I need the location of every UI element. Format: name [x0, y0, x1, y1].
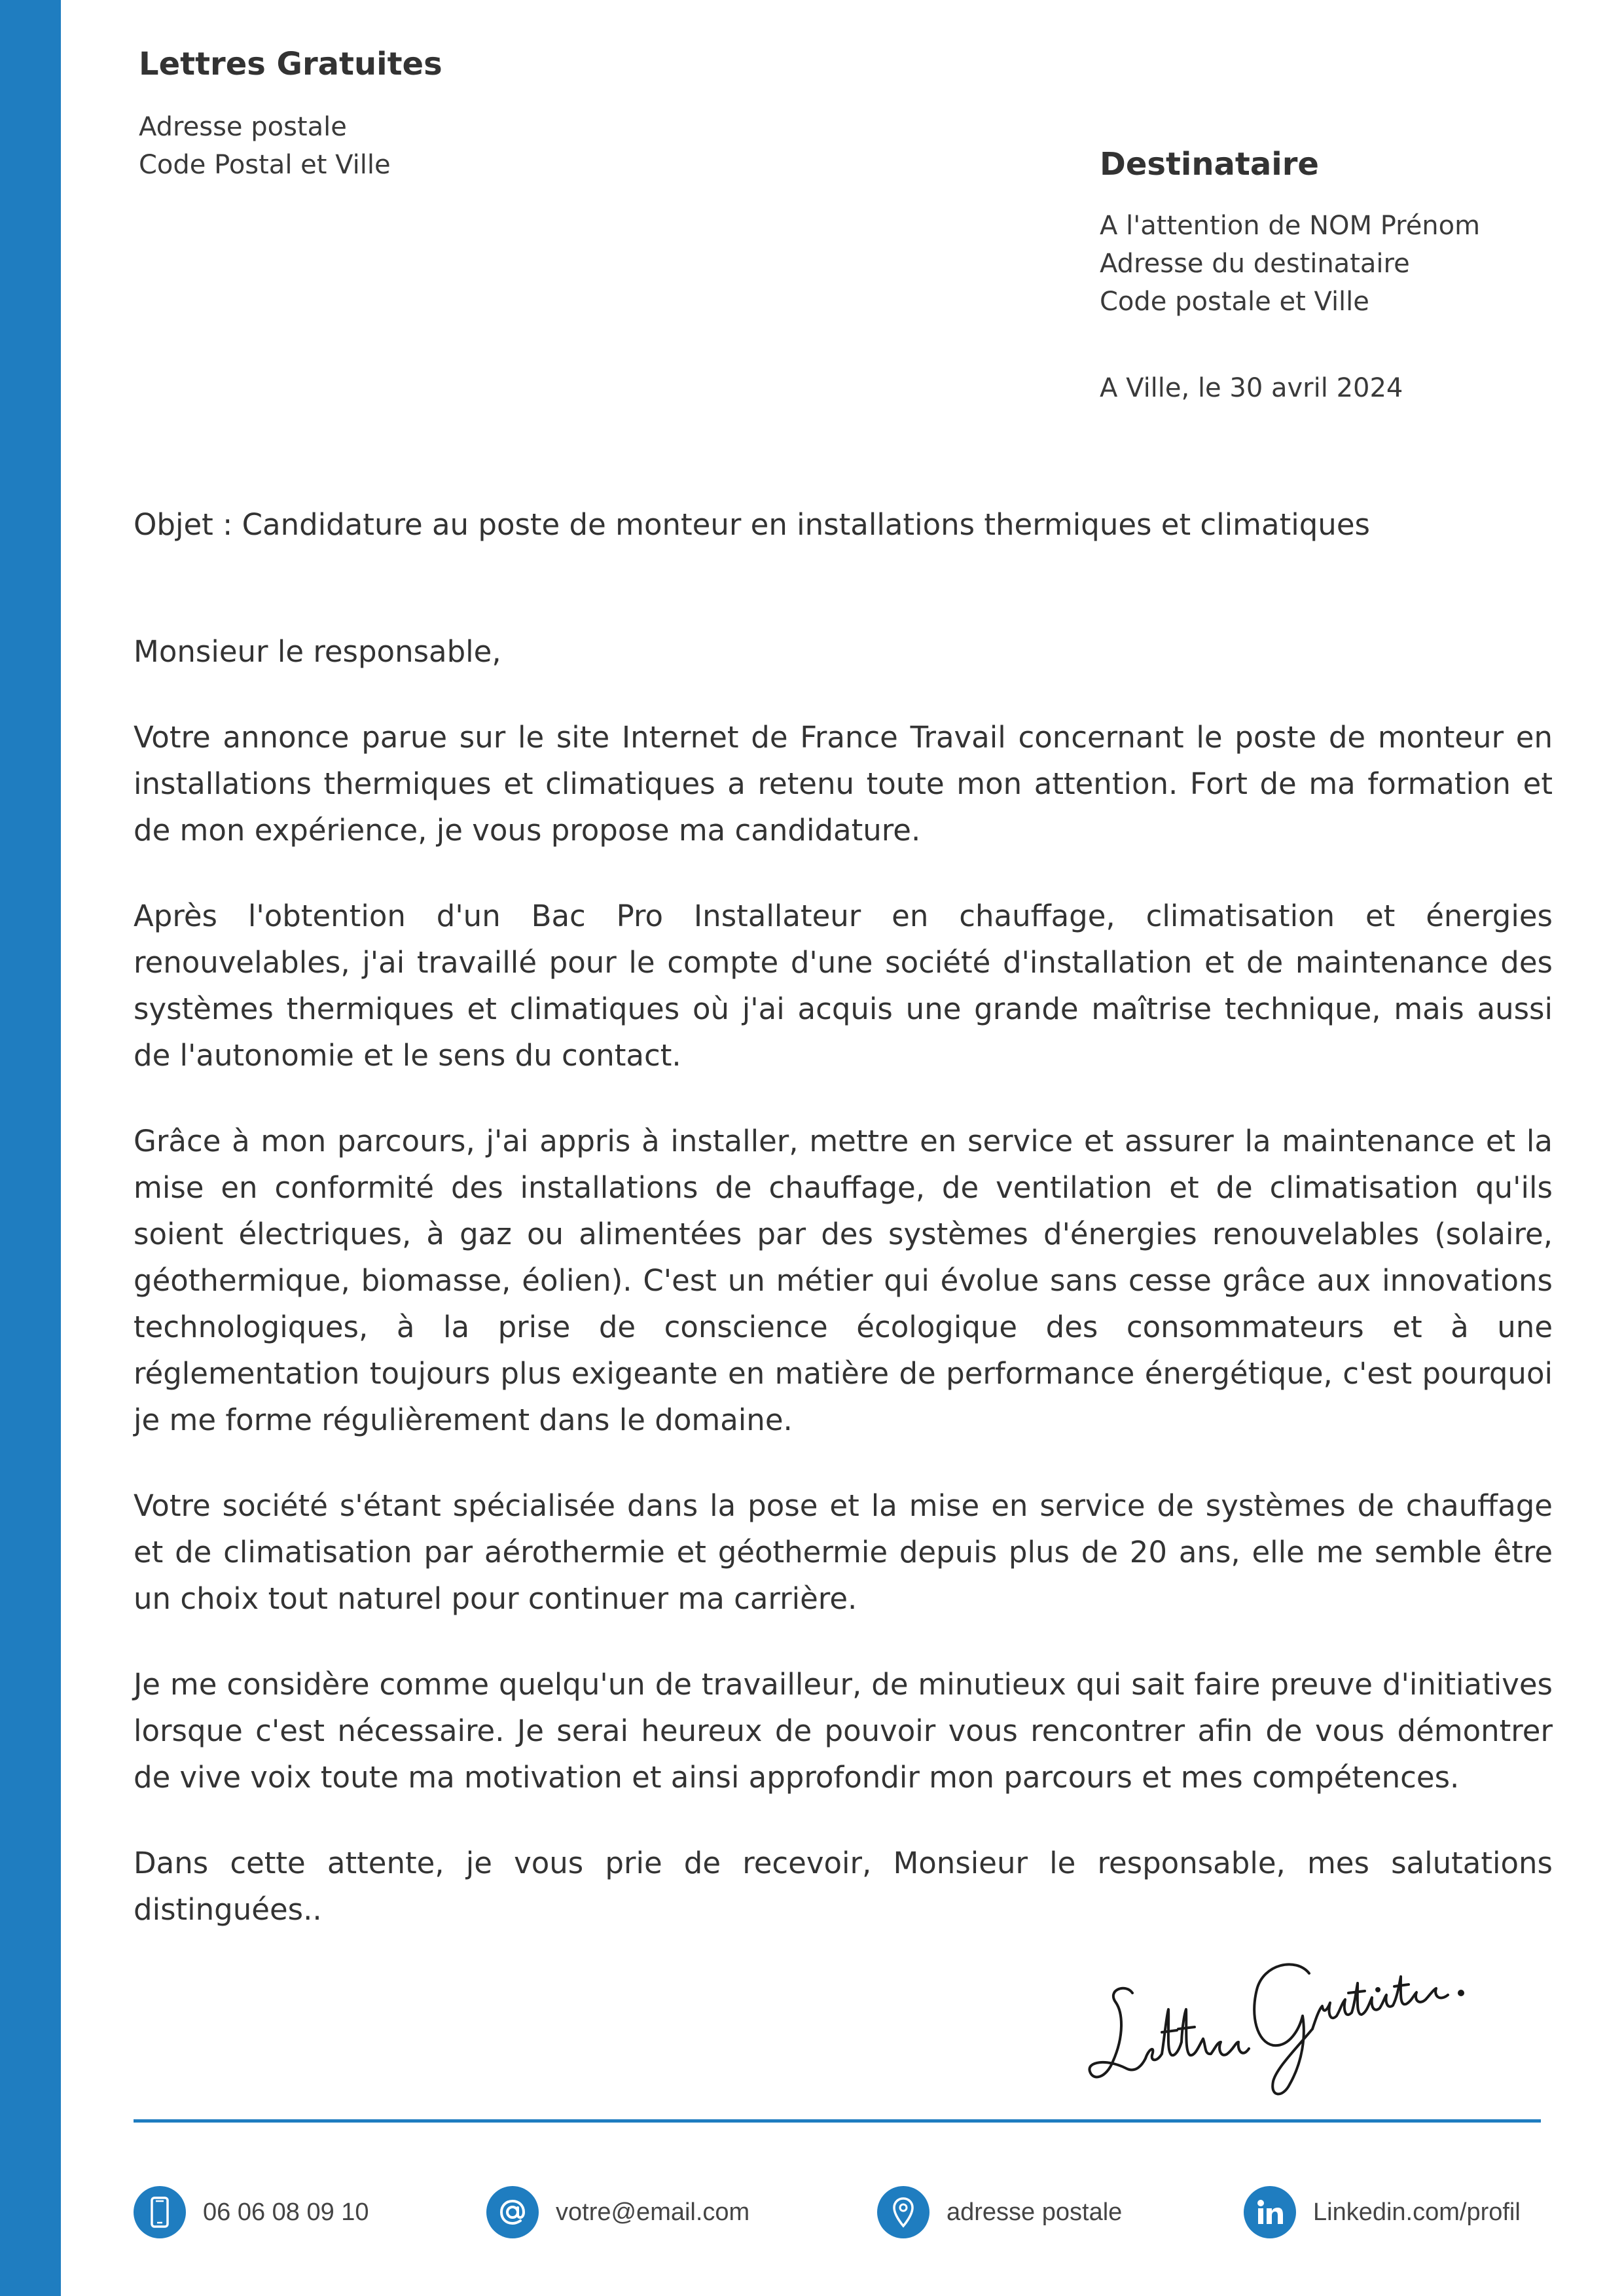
- paragraph-2: Après l'obtention d'un Bac Pro Installateur en chauffage, climatisation et énergies renouvelables, j'ai travaillé pour le compte d'une société d'installation et de maintenance des systèmes thermiques et climatiques où j'ai acquis une grande maîtrise technique, mais aussi de l'autonomie et le sens du contact.: [134, 899, 1553, 1073]
- letter-object: Objet : Candidature au poste de monteur en installations thermiques et climatiques: [134, 507, 1370, 542]
- sender-city: Code Postal et Ville: [139, 150, 391, 180]
- footer-linkedin-text: Linkedin.com/profil: [1313, 2198, 1521, 2226]
- sender-address-block: [139, 108, 391, 184]
- footer-address-text: adresse postale: [947, 2198, 1123, 2226]
- closing-paragraph: Dans cette attente, je vous prie de recevoir, Monsieur le responsable, mes salutations distinguées..: [134, 1846, 1553, 1927]
- footer-email-text: votre@email.com: [556, 2198, 750, 2226]
- footer-address: [877, 2186, 1122, 2238]
- footer-linkedin: [1244, 2186, 1521, 2238]
- paragraph-3: Grâce à mon parcours, j'ai appris à installer, mettre en service et assurer la maintenance et la mise en conformité des installations de chauffage, de ventilation et de climatisation qu'ils soient électriques, à gaz ou alimentées par des systèmes d'énergies renouvelables (solaire, géothermique, biomasse, éolien). C'est un métier qui évolue sans cesse grâce aux innovations technologiques, à la prise de conscience écologique des consommateurs et à une réglementation toujours plus exigeante en matière de performance énergétique, c'est pourquoi je me forme régulièrement dans le domaine.: [134, 1124, 1553, 1437]
- recipient-attention: A l'attention de NOM Prénom: [1100, 211, 1481, 241]
- recipient-city: Code postale et Ville: [1100, 287, 1369, 317]
- paragraph-4: Votre société s'étant spécialisée dans la pose et la mise en service de systèmes de chauffage et de climatisation par aérothermie et géothermie depuis plus de 20 ans, elle me semble être un choix tout naturel pour continuer ma carrière.: [134, 1488, 1553, 1616]
- linkedin-icon: [1244, 2186, 1296, 2238]
- salutation: Monsieur le responsable,: [134, 634, 501, 669]
- footer-divider: [134, 2119, 1541, 2123]
- sender-address: Adresse postale: [139, 112, 347, 142]
- footer-phone-text: 06 06 08 09 10: [203, 2198, 369, 2226]
- handwritten-signature: [1087, 1937, 1479, 2108]
- accent-sidebar: [0, 0, 61, 2296]
- location-pin-icon: [877, 2186, 929, 2238]
- at-icon: [486, 2186, 539, 2238]
- letter-body: [134, 628, 1553, 1972]
- paragraph-5: Je me considère comme quelqu'un de travailleur, de minutieux qui sait faire preuve d'initiatives lorsque c'est nécessaire. Je serai heureux de pouvoir vous rencontrer afin de vous démontrer de vive voix toute ma motivation et ainsi approfondir mon parcours et mes compétences.: [134, 1667, 1553, 1795]
- recipient-title: Destinataire: [1100, 146, 1319, 183]
- phone-icon: [134, 2186, 186, 2238]
- recipient-address-block: [1100, 207, 1480, 321]
- paragraph-1: Votre annonce parue sur le site Internet de France Travail concernant le poste de monteur en installations thermiques et climatiques a retenu toute mon attention. Fort de ma formation et de mon expérience, je vous propose ma candidature.: [134, 720, 1553, 848]
- letter-date: A Ville, le 30 avril 2024: [1100, 373, 1403, 403]
- sender-name: Lettres Gratuites: [139, 46, 442, 82]
- footer-phone: [134, 2186, 369, 2238]
- recipient-address: Adresse du destinataire: [1100, 249, 1410, 279]
- footer-email: [486, 2186, 749, 2238]
